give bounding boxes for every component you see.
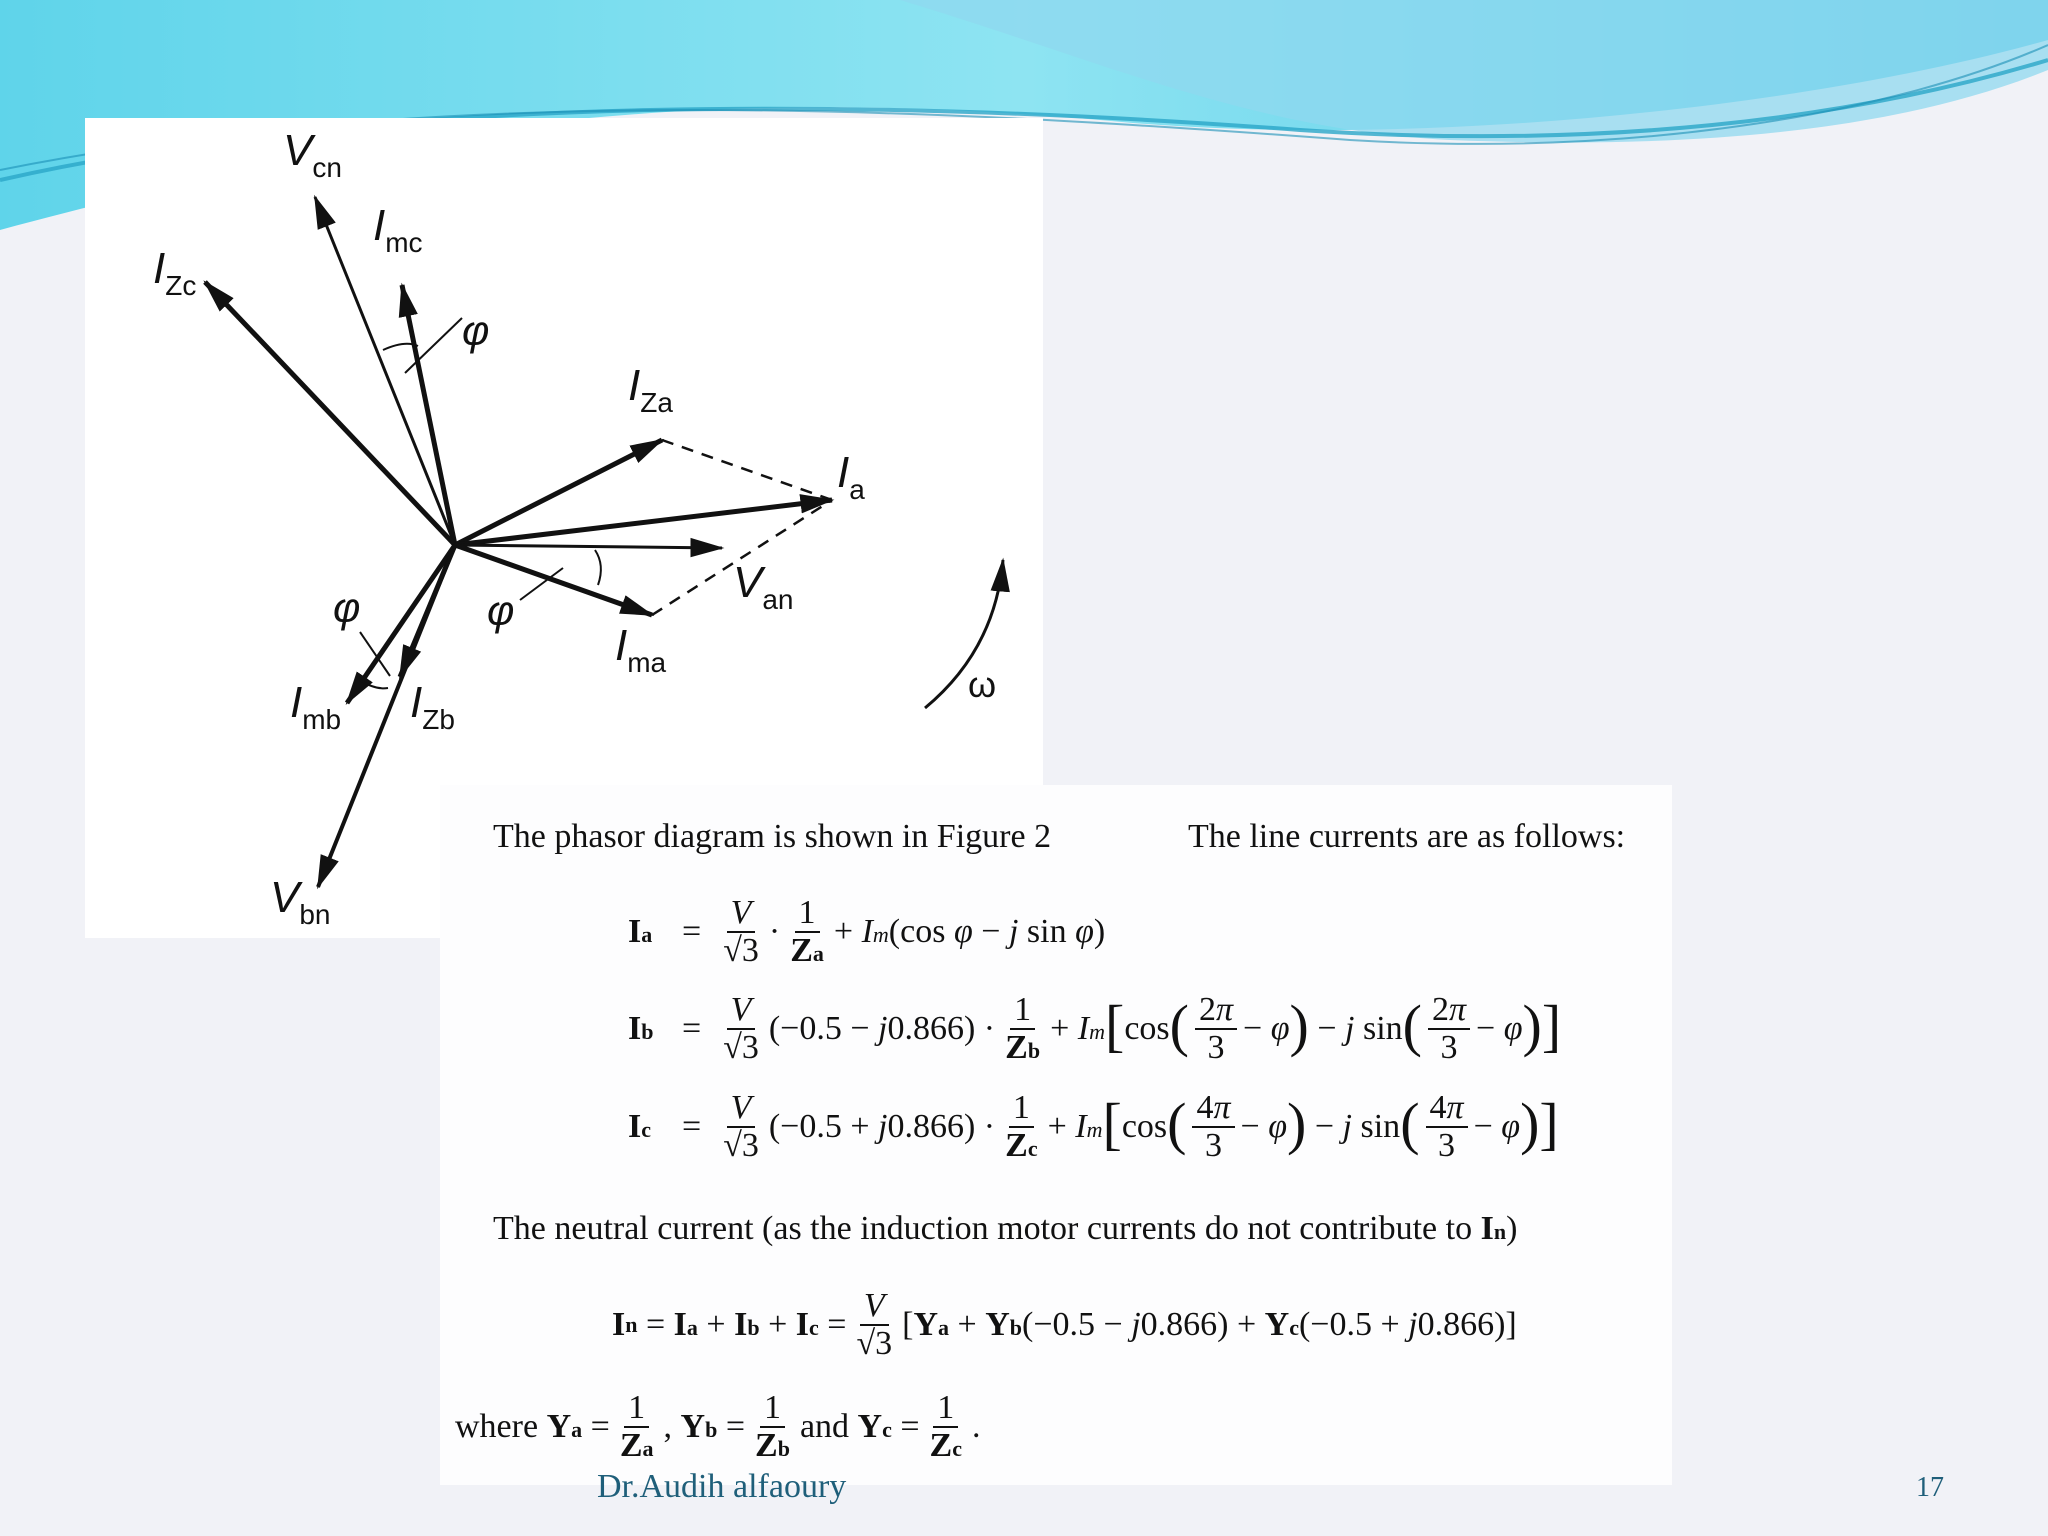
equation-ic: Ic = $\frac{V}{√3}$ (−0.5 + j0.866) · $\frac{1}{Zc}$ + Im [ cos ( $\frac{4\pi}{3}$ − φ ) − j sin ( $\frac{4\pi}{3}$ − φ )] [628,1089,1559,1164]
label-vbn: $V_{bn}$ [270,873,331,930]
intro-text-right: The line currents are as follows: [1188,818,1626,855]
neutral-intro-text: The neutral current (as the induction motor currents do not contribute to In) [493,1210,1518,1247]
label-imc: $I_{mc}$ [373,201,423,258]
label-vcn: $V_{cn}$ [283,126,342,183]
figure-ref-mask [1085,812,1180,862]
equation-in: I n = Ia + Ib + Ic = $\frac{V}{√3}$ [Ya + Yb(−0.5 − j0.866) + Yc(−0.5 + j0.866)] [612,1287,1517,1362]
label-izb: $I_{Zb}$ [410,678,455,735]
ima-vector [455,545,652,615]
footer-author: Dr.Audih alfaoury [597,1468,847,1505]
label-van: $V_{an}$ [733,558,794,615]
izc-vector [205,282,455,545]
label-ima: $I_{ma}$ [615,621,667,678]
imc-vector [402,285,455,545]
label-phi-left: φ [333,584,361,631]
label-izc: $I_{Zc}$ [153,244,197,301]
label-omega: ω [968,664,997,705]
label-phi-top: φ [462,307,490,354]
phasor-vectors [205,197,1003,887]
equation-ib: Ib = $\frac{V}{√3}$ (−0.5 − j0.866) · $\frac{1}{Zb}$ + Im [ cos ( $\frac{2\pi}{3}$ − φ ) − j sin ( $\frac{2\pi}{3}$ − φ )] [628,991,1562,1066]
intro-text-left: The phasor diagram is shown in Figure 2 [493,818,1052,855]
phi-arc-mid [595,550,601,585]
where-definitions: where Ya = $\frac{1}{Za}$ , Yb = $\frac{1}{Zb}$ and Yc = $\frac{1}{Zc}$ . [455,1389,981,1464]
van-vector [455,545,722,548]
page-number: 17 [1916,1472,1944,1503]
phi-tick-left [360,632,390,676]
label-imb: $I_{mb}$ [290,678,342,735]
label-phi-mid: φ [487,587,515,634]
iza-vector [455,440,662,545]
ia-vector [455,500,832,545]
equation-ia: Ia = $\frac{V}{√3}$ · $\frac{1}{Za}$ + Im(cos φ − j sin φ) [628,894,1106,969]
label-iza: $I_{Za}$ [628,361,673,418]
dashed-line-upper [662,440,832,500]
label-ia: $I_a$ [837,448,865,505]
phasor-labels [153,126,996,930]
